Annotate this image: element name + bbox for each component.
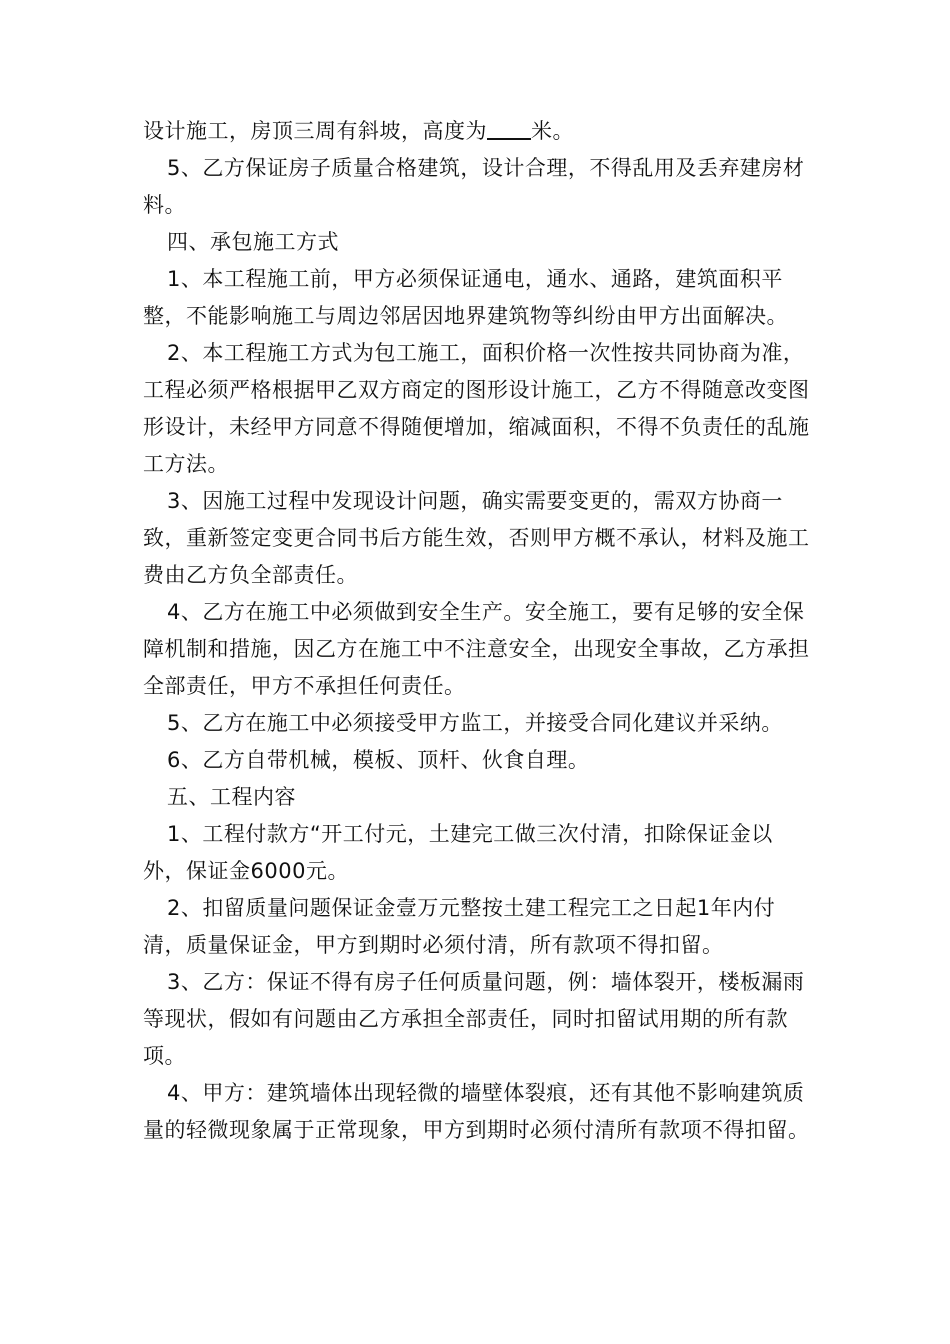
paragraph-payment-2: 2、扣留质量问题保证金壹万元整按土建工程完工之日起1年内付清，质量保证金，甲方到期时必须付清，所有款项不得扣留。 <box>143 896 776 957</box>
blank-underline <box>487 120 531 140</box>
paragraph-clause-5b: 5、乙方在施工中必须接受甲方监工，并接受合同化建议并采纳。 <box>167 711 783 735</box>
paragraph-text: 设计施工，房顶三周有斜坡，高度为 <box>143 119 487 143</box>
paragraph-clause-1: 1、本工程施工前，甲方必须保证通电，通水、通路，建筑面积平整，不能影响施工与周边邻居因地界建筑物等纠纷由甲方出面解决。 <box>143 267 788 328</box>
document-body <box>143 113 811 1149</box>
paragraph-clause-6: 6、乙方自带机械，模板、顶杆、伙食自理。 <box>167 748 590 772</box>
paragraph-text: 米。 <box>531 119 574 143</box>
paragraph-height-clause <box>143 113 811 150</box>
paragraph-clause-2: 2、本工程施工方式为包工施工，面积价格一次性按共同协商为准，工程必须严格根据甲乙双方商定的图形设计施工，乙方不得随意改变图形设计，未经甲方同意不得随便增加，缩减面积，不得不负责任的乱施工方法。 <box>143 341 810 476</box>
paragraph-payment-4: 4、甲方：建筑墙体出现轻微的墙壁体裂痕，还有其他不影响建筑质量的轻微现象属于正常现象，甲方到期时必须付清所有款项不得扣留。 <box>143 1081 810 1142</box>
paragraph-payment-3: 3、乙方：保证不得有房子任何质量问题，例：墙体裂开，楼板漏雨等现状，假如有问题由乙方承担全部责任，同时扣留试用期的所有款项。 <box>143 970 805 1068</box>
paragraph-payment-1: 1、工程付款方“开工付元，土建完工做三次付清，扣除保证金以外，保证金6000元。 <box>143 822 773 883</box>
section-heading-5: 五、工程内容 <box>167 785 296 809</box>
paragraph-clause-4: 4、乙方在施工中必须做到安全生产。安全施工，要有足够的安全保障机制和措施，因乙方在施工中不注意安全，出现安全事故，乙方承担全部责任，甲方不承担任何责任。 <box>143 600 810 698</box>
paragraph-clause-3: 3、因施工过程中发现设计问题，确实需要变更的，需双方协商一致，重新签定变更合同书后方能生效，否则甲方概不承认，材料及施工费由乙方负全部责任。 <box>143 489 810 587</box>
paragraph-clause-5: 5、乙方保证房子质量合格建筑，设计合理，不得乱用及丢弃建房材料。 <box>143 156 805 217</box>
section-heading-4: 四、承包施工方式 <box>167 230 339 254</box>
